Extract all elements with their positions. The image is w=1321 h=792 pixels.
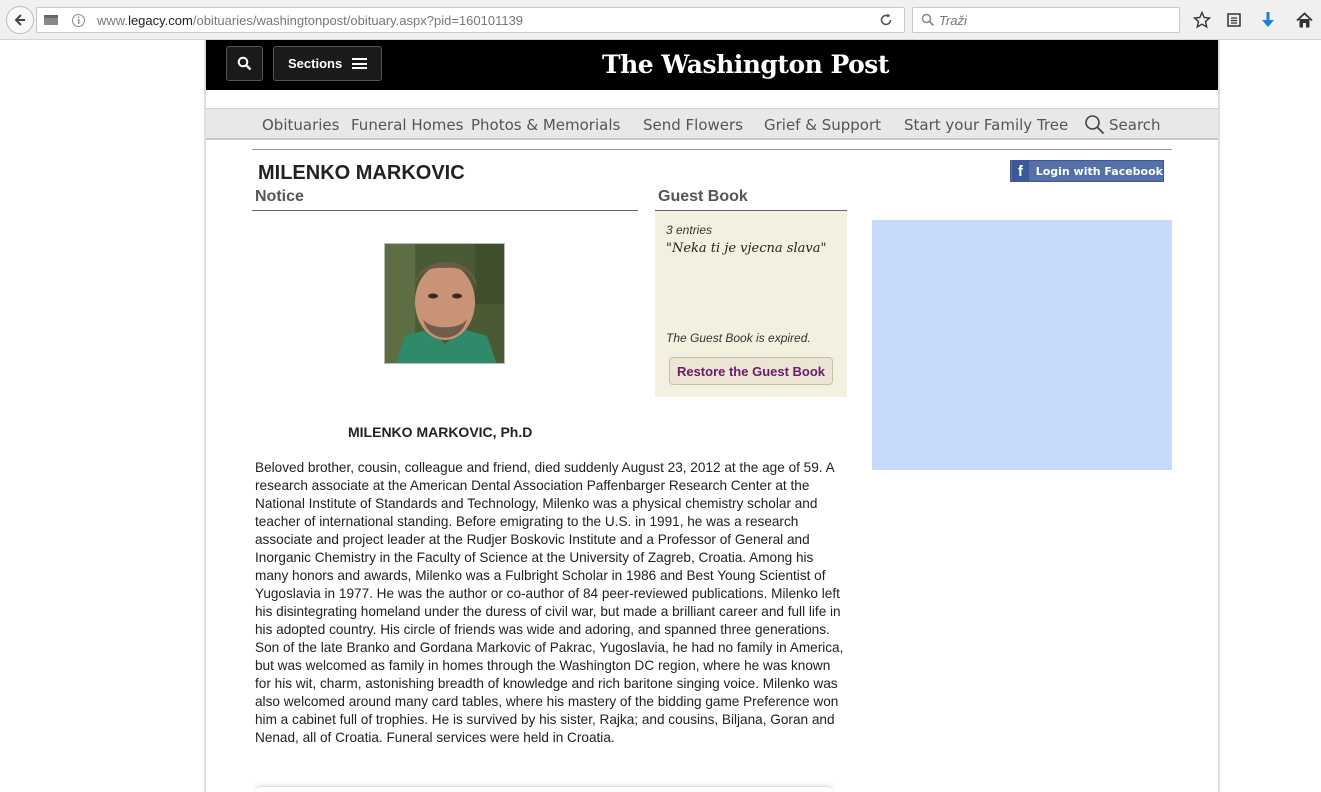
obituary-text: Beloved brother, cousin, colleague and friend, died suddenly August 23, 2012 at the age of 59. A research associate at the American Dental Association Paffenbarger Research Center at the National Institute of Standards and Technology, Milenko was a physical chemistry scholar and teacher of international standing. Before emigrating to the U.S. in 1991, he was a research associate and project leader at the Rudjer Boskovic Institute and a Professor of General and Inorganic Chemistry in the Faculty of Science at the University of Zagreb, Croatia. Among his many honors and awards, Milenko was a Fulbright Scholar in 1986 and Best Young Scientist of Yugoslavia in 1977. He was the author or co-author of 84 peer-reviewed publications. Milenko left his disintegrating homeland under the duress of civil war, but made a brilliant career and full life in his adopted country. His circle of friends was wide and adoring, and spanned three generations. Son of the late Branko and Gordana Markovic of Pakrac, Yugoslavia, he had no family in America, but was welcomed as family in homes through the Washington DC region, where he was known for his wit, charm, astonishing breadth of knowledge and rich baritone singing voice. Milenko was also welcomed around many card tables, where his mastery of the bidding game Preference won him a cabinet full of trophies. He is survived by his sister, Rajka; and cousins, Biljana, Goran and Nenad, all of Croatia. Funeral services were held in Croatia. [255,460,844,745]
browser-toolbar [0,0,1321,40]
reload-icon[interactable] [878,12,894,28]
page-icon [43,13,59,27]
browser-search-input[interactable] [939,11,1169,29]
search-icon [237,56,252,71]
site-logo[interactable]: The Washington Post [602,50,889,79]
site-header [206,40,1218,90]
advertisement[interactable] [872,220,1172,470]
nav-item-photos-memorials[interactable]: Photos & Memorials [471,116,621,134]
guestbook-expired-note: The Guest Book is expired. [666,331,811,345]
obituary-nav [206,108,1218,140]
notice-heading: Notice [255,188,304,205]
back-button[interactable] [6,6,34,34]
reading-list-icon[interactable] [1224,10,1244,30]
site-search-button[interactable] [226,46,263,81]
obituary-photo[interactable] [384,243,505,364]
url-bar[interactable] [36,7,905,33]
sections-label: Sections [288,56,343,71]
facebook-icon: f [1012,161,1029,181]
guestbook-entry-count[interactable]: 3 entries [666,223,713,237]
notice-divider [252,210,638,211]
sections-menu-button[interactable] [273,46,382,81]
nav-item-obituaries[interactable]: Obituaries [262,116,340,134]
guestbook-heading: Guest Book [658,188,748,205]
guestbook-panel [655,211,847,397]
back-arrow-icon [12,12,28,28]
hamburger-icon [352,56,367,72]
nav-item-send-flowers[interactable]: Send Flowers [643,116,743,134]
next-panel-edge [255,786,833,792]
facebook-login-button[interactable] [1010,160,1164,182]
guestbook-quote[interactable]: "Neka ti je vjecna slava" [666,241,827,256]
restore-guestbook-button[interactable]: Restore the Guest Book [669,357,833,385]
url-text: www.legacy.com/obituaries/washingtonpost/obituary.aspx?pid=160101139 [97,13,524,28]
info-icon[interactable] [71,13,86,28]
star-icon[interactable] [1192,10,1212,30]
nav-item-funeral-homes[interactable]: Funeral Homes [351,116,464,134]
browser-search-box[interactable] [912,7,1180,33]
home-icon[interactable] [1294,10,1314,30]
nav-item-family-tree[interactable]: Start your Family Tree [904,116,1069,134]
search-icon[interactable] [1084,114,1105,135]
nav-item-search[interactable]: Search [1109,116,1161,134]
divider [252,149,1172,150]
page-title: MILENKO MARKOVIC [258,162,465,184]
facebook-login-label: Login with Facebook [1035,164,1163,178]
download-icon[interactable] [1258,10,1278,30]
search-icon [921,13,935,27]
obituary-name: MILENKO MARKOVIC, Ph.D [348,424,533,440]
nav-item-grief-support[interactable]: Grief & Support [764,116,881,134]
